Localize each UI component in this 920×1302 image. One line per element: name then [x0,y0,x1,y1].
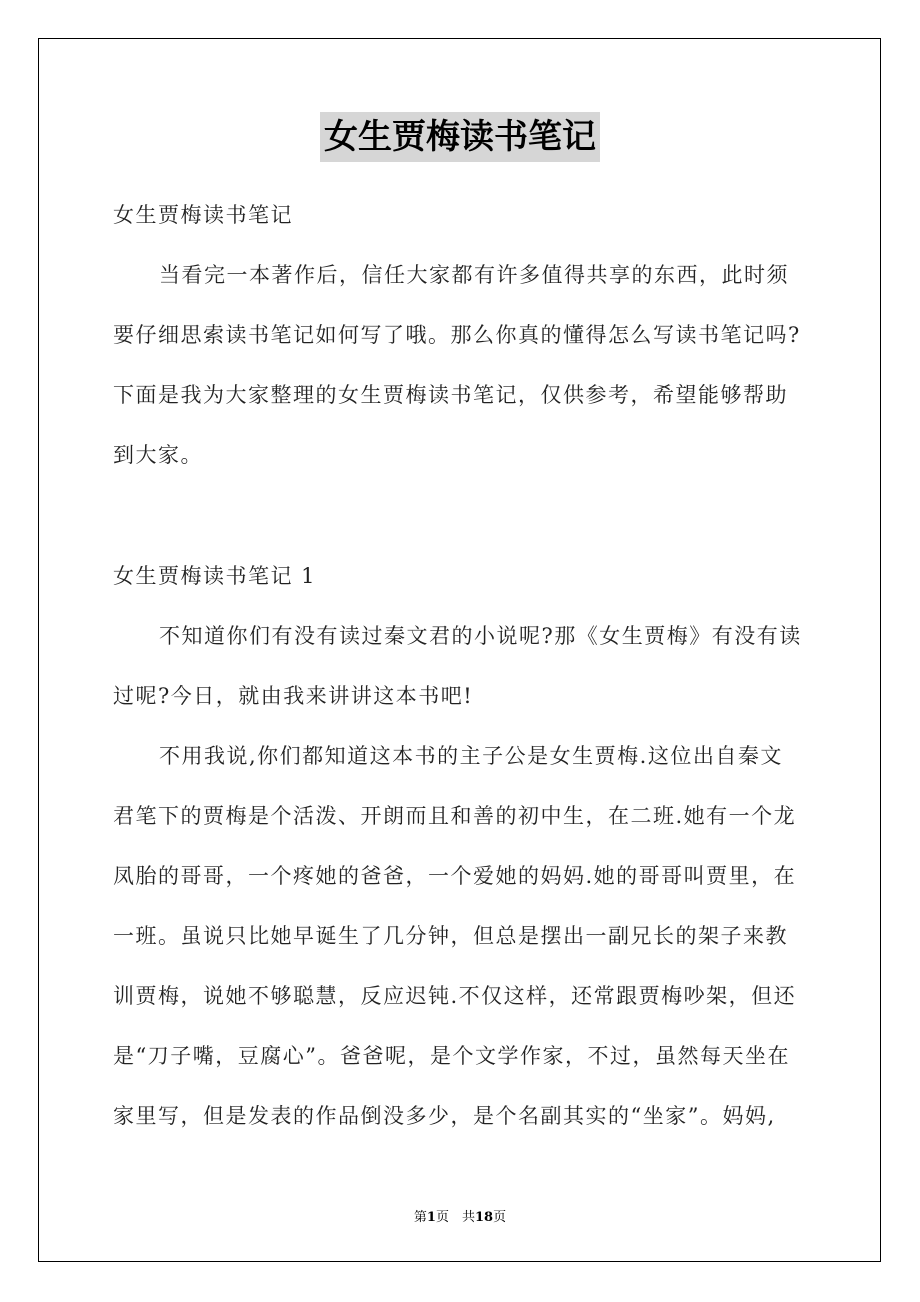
footer-total-pages: 18 [474,1210,494,1225]
intro-line: 下面是我为大家整理的女生贾梅读书笔记，仅供参考，希望能够帮助 [113,383,788,407]
intro-block [113,185,813,485]
paragraph-line: 过呢?今日，就由我来讲讲这本书吧! [113,684,474,708]
paragraph-line: 训贾梅，说她不够聪慧，反应迟钝.不仅这样，还常跟贾梅吵架，但还 [113,984,797,1008]
paragraph-line: 家里写，但是发表的作品倒没多少，是个名副其实的“坐家”。妈妈, [113,1104,776,1128]
paragraph-line: 是“刀子嘴，豆腐心”。爸爸呢，是个文学作家，不过，虽然每天坐在 [113,1044,790,1068]
paragraph-line: 君笔下的贾梅是个活泼、开朗而且和善的初中生，在二班.她有一个龙 [113,804,797,828]
intro-line: 当看完一本著作后，信任大家都有许多值得共享的东西，此时须 [159,263,789,287]
footer-prefix: 第 [413,1210,427,1225]
paragraph-line: 一班。虽说只比她早诞生了几分钟，但总是摆出一副兄长的架子来教 [113,924,788,948]
intro-line: 到大家。 [113,443,203,467]
subtitle: 女生贾梅读书笔记 [113,203,293,227]
section-block [113,546,813,1146]
intro-line: 要仔细思索读书笔记如何写了哦。那么你真的懂得怎么写读书笔记吗? [113,323,801,347]
footer-suffix: 页 [493,1210,507,1225]
document-title: 女生贾梅读书笔记 [320,112,600,162]
section-heading: 女生贾梅读书笔记 1 [113,564,317,588]
footer-current-page: 1 [426,1210,436,1225]
page-footer [0,1206,920,1225]
title-wrap [0,112,920,162]
footer-mid: 页 共 [435,1210,475,1225]
paragraph-line: 凤胎的哥哥，一个疼她的爸爸，一个爱她的妈妈.她的哥哥叫贾里，在 [113,864,797,888]
paragraph-line: 不知道你们有没有读过秦文君的小说呢?那《女生贾梅》有没有读 [159,624,802,648]
paragraph-line: 不用我说,你们都知道这本书的主子公是女生贾梅.这位出自秦文 [159,744,783,768]
